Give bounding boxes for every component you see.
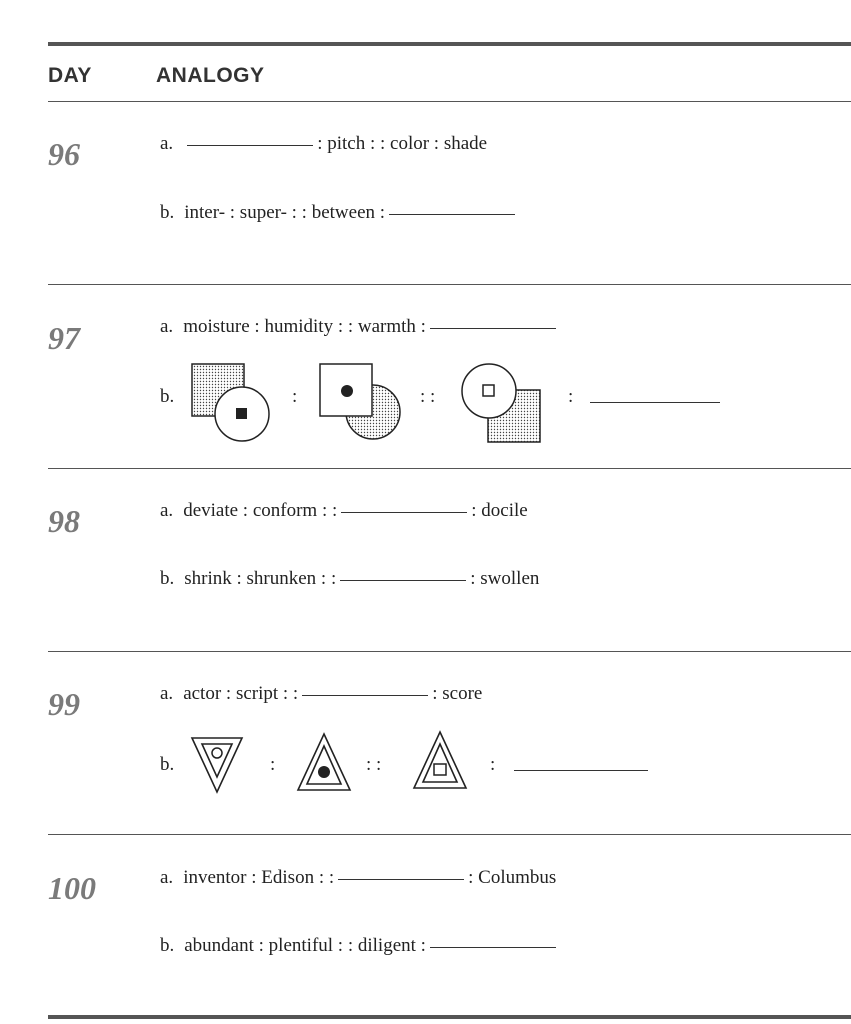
- analogy-text: : pitch : : color : shade: [317, 133, 488, 154]
- square-circle-figure-1: [190, 362, 280, 452]
- analogy-96a: [160, 133, 487, 155]
- answer-blank[interactable]: [302, 695, 428, 696]
- item-letter: b.: [160, 754, 175, 775]
- analogy-100b: [160, 935, 560, 957]
- section-rule: [48, 651, 851, 652]
- analogy-98a: [160, 500, 528, 522]
- top-rule: [48, 42, 851, 46]
- square-circle-figure-2: [318, 362, 408, 452]
- answer-blank[interactable]: [340, 580, 466, 581]
- answer-blank[interactable]: [338, 879, 464, 880]
- header-rule: [48, 101, 851, 102]
- separator: : :: [366, 754, 382, 775]
- triangle-figure-3: [410, 728, 470, 792]
- analogy-text: : swollen: [470, 568, 540, 589]
- analogy-text: deviate : conform : :: [183, 500, 338, 521]
- triangle-figure-2: [294, 730, 354, 794]
- analogy-text: inter- : super- : : between :: [184, 202, 386, 223]
- day-number: 99: [48, 686, 80, 722]
- analogy-text: inventor : Edison : :: [183, 867, 335, 888]
- figure-analogy-99b: [160, 728, 680, 818]
- day-number: 98: [48, 503, 80, 539]
- day-number: 97: [48, 320, 80, 356]
- item-letter: b.: [160, 935, 175, 956]
- answer-blank[interactable]: [514, 770, 648, 771]
- analogy-99a: [160, 683, 482, 705]
- separator: :: [270, 754, 276, 775]
- answer-blank[interactable]: [590, 402, 720, 403]
- analogy-97a: [160, 316, 560, 338]
- bottom-rule: [48, 1015, 851, 1019]
- item-letter: b.: [160, 568, 175, 589]
- separator: :: [292, 386, 298, 407]
- square-circle-figure-3: [460, 362, 550, 452]
- answer-blank[interactable]: [187, 145, 313, 146]
- figure-analogy-97b: [160, 362, 760, 452]
- item-letter: a.: [160, 867, 174, 888]
- answer-blank[interactable]: [430, 328, 556, 329]
- analogy-98b: [160, 568, 539, 590]
- item-letter: a.: [160, 316, 174, 337]
- answer-blank[interactable]: [389, 214, 515, 215]
- item-letter: a.: [160, 683, 174, 704]
- answer-blank[interactable]: [430, 947, 556, 948]
- analogy-column-header: ANALOGY: [156, 64, 265, 87]
- analogy-text: : Columbus: [468, 867, 557, 888]
- triangle-figure-1: [188, 734, 248, 794]
- answer-blank[interactable]: [341, 512, 467, 513]
- section-rule: [48, 834, 851, 835]
- item-letter: a.: [160, 133, 174, 154]
- separator: : :: [420, 386, 436, 407]
- analogy-text: abundant : plentiful : : diligent :: [184, 935, 426, 956]
- analogy-96b: [160, 202, 519, 224]
- analogy-text: actor : script : :: [183, 683, 299, 704]
- separator: :: [490, 754, 496, 775]
- analogy-text: : score: [432, 683, 483, 704]
- day-number: 96: [48, 136, 80, 172]
- item-letter: b.: [160, 386, 175, 407]
- section-rule: [48, 284, 851, 285]
- section-rule: [48, 468, 851, 469]
- analogy-text: moisture : humidity : : warmth :: [183, 316, 426, 337]
- analogy-text: shrink : shrunken : :: [184, 568, 337, 589]
- day-column-header: DAY: [48, 64, 92, 87]
- analogy-text: : docile: [471, 500, 528, 521]
- item-letter: a.: [160, 500, 174, 521]
- separator: :: [568, 386, 574, 407]
- item-letter: b.: [160, 202, 175, 223]
- day-number: 100: [48, 870, 96, 906]
- analogy-100a: [160, 867, 556, 889]
